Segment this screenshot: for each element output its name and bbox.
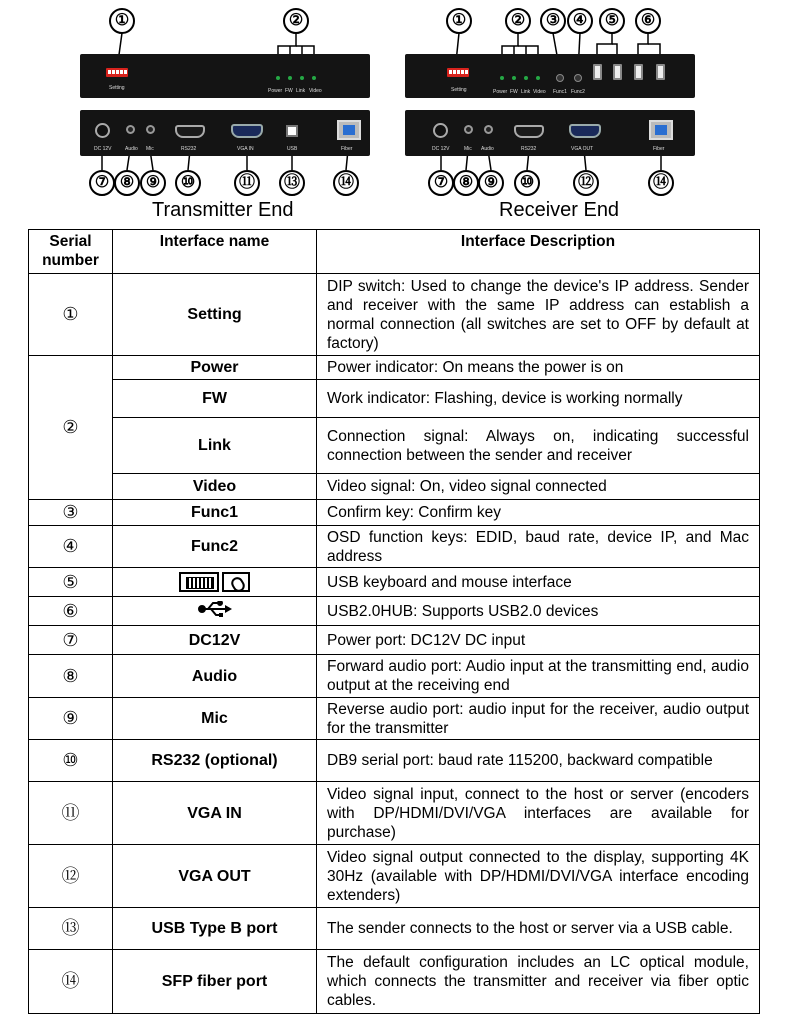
tx-usb-label: USB: [287, 146, 298, 152]
row-name: Link: [113, 418, 317, 474]
row-name: VGA OUT: [113, 845, 317, 908]
keyboard-mouse-icon: [179, 572, 250, 592]
row-num: ⑤: [29, 568, 113, 597]
tx-callout-7: ⑦: [89, 170, 115, 196]
rx-callout-14: ⑭: [648, 170, 674, 196]
row-desc: OSD function keys: EDID, baud rate, device IP, and Mac address: [317, 526, 760, 568]
row-name: VGA IN: [113, 782, 317, 845]
rx-callout-1: ①: [446, 8, 472, 34]
sfp-port: [337, 120, 361, 140]
usb-kb-port: [593, 64, 602, 80]
rx-link-label: Link: [521, 89, 531, 95]
tx-video-led: [312, 76, 316, 80]
row-desc: The default configuration includes an LC optical module, which connects the transmitter and receiver via fiber optic cables.: [317, 950, 760, 1014]
tx-fw-led: [288, 76, 292, 80]
row-num: ⑭: [29, 950, 113, 1014]
receiver-front-panel: [405, 54, 695, 98]
tx-callout-2: ②: [283, 8, 309, 34]
row-desc: Power indicator: On means the power is on: [317, 356, 760, 380]
row-num: ⑬: [29, 908, 113, 950]
header-serial: Serial number: [29, 230, 113, 274]
table-row: [29, 568, 760, 597]
tx-callout-9: ⑨: [140, 170, 166, 196]
row-num: ⑨: [29, 698, 113, 740]
row-name: Power: [113, 356, 317, 380]
rx-setting-label: Setting: [451, 87, 467, 93]
rx-callout-10: ⑩: [514, 170, 540, 196]
sfp-port: [649, 120, 673, 140]
usb-b-port: [286, 125, 298, 137]
rx-callout-6: ⑥: [635, 8, 661, 34]
table-row: [29, 500, 760, 526]
row-desc: Reverse audio port: audio input for the receiver, audio output for the transmitter: [317, 698, 760, 740]
tx-link-label: Link: [296, 88, 306, 94]
func1-button: [556, 74, 564, 82]
tx-callout-14: ⑭: [333, 170, 359, 196]
dc-jack: [95, 123, 110, 138]
row-desc: Connection signal: Always on, indicating successful connection between the sender and receiver: [317, 418, 760, 474]
rx-callout-5: ⑤: [599, 8, 625, 34]
rx-func2-label: Func2: [571, 89, 585, 95]
mic-jack: [464, 125, 473, 134]
row-num: ②: [29, 356, 113, 500]
row-desc: USB keyboard and mouse interface: [317, 568, 760, 597]
rx-func1-label: Func1: [553, 89, 567, 95]
rx-mic-label: Mic: [464, 146, 472, 152]
rs232-port: [514, 125, 544, 138]
audio-jack: [126, 125, 135, 134]
row-num: ④: [29, 526, 113, 568]
header-name: Interface name: [113, 230, 317, 274]
header-desc: Interface Description: [317, 230, 760, 274]
row-name: Func1: [113, 500, 317, 526]
table-row: [29, 418, 760, 474]
mouse-icon: [222, 572, 250, 592]
row-name: USB Type B port: [113, 908, 317, 950]
row-name: SFP fiber port: [113, 950, 317, 1014]
receiver-title: Receiver End: [499, 199, 620, 221]
usb-mouse-port: [613, 64, 622, 80]
usb-hub-port-1: [634, 64, 643, 80]
rx-callout-9: ⑨: [478, 170, 504, 196]
rx-fw-label: FW: [510, 89, 518, 95]
receiver-rear-panel: [405, 110, 695, 156]
rx-callout-2: ②: [505, 8, 531, 34]
row-desc: Forward audio port: Audio input at the transmitting end, audio output at the receiving end: [317, 655, 760, 698]
rx-video-label: Video: [533, 89, 546, 95]
rx-callout-4: ④: [567, 8, 593, 34]
row-desc: Power port: DC12V DC input: [317, 626, 760, 655]
interface-table: [28, 229, 760, 1014]
row-desc: Video signal: On, video signal connected: [317, 474, 760, 500]
tx-vga-label: VGA IN: [237, 146, 254, 152]
table-row: [29, 474, 760, 500]
rx-dc-label: DC 12V: [432, 146, 450, 152]
rx-video-led: [536, 76, 540, 80]
keyboard-icon: [179, 572, 219, 592]
dip-switch: [106, 68, 128, 77]
row-name: FW: [113, 380, 317, 418]
rx-link-led: [524, 76, 528, 80]
tx-mic-label: Mic: [146, 146, 154, 152]
table-row: [29, 380, 760, 418]
row-num: ⑥: [29, 597, 113, 626]
device-diagram: [0, 0, 787, 228]
row-name: RS232 (optional): [113, 740, 317, 782]
transmitter-title: Transmitter End: [152, 199, 294, 221]
tx-setting-label: Setting: [109, 85, 125, 91]
rx-fiber-label: Fiber: [653, 146, 665, 152]
rx-callout-8: ⑧: [453, 170, 479, 196]
table-row: [29, 626, 760, 655]
row-name-icons: [113, 597, 317, 626]
usb-symbol-icon: [198, 601, 232, 617]
usb-hub-port-2: [656, 64, 665, 80]
table-header-row: [29, 230, 760, 274]
table-row: [29, 740, 760, 782]
rx-callout-3: ③: [540, 8, 566, 34]
tx-rs232-label: RS232: [181, 146, 197, 152]
tx-link-led: [300, 76, 304, 80]
table-row: [29, 655, 760, 698]
row-desc: DIP switch: Used to change the device's IP address. Sender and receiver with the same IP address can establish a normal connection (all switches are set to OFF by default at factory): [317, 274, 760, 356]
rx-rs232-label: RS232: [521, 146, 537, 152]
rx-power-led: [500, 76, 504, 80]
table-row: [29, 782, 760, 845]
rs232-port: [175, 125, 205, 138]
table-row: [29, 526, 760, 568]
tx-callout-8: ⑧: [114, 170, 140, 196]
row-name: Video: [113, 474, 317, 500]
func2-button: [574, 74, 582, 82]
row-num: ⑧: [29, 655, 113, 698]
row-desc: Video signal output connected to the display, supporting 4K 30Hz (available with DP/HDMI/DVI/VGA interface encoding extenders): [317, 845, 760, 908]
row-name: DC12V: [113, 626, 317, 655]
dc-jack: [433, 123, 448, 138]
tx-callout-10: ⑩: [175, 170, 201, 196]
row-desc: USB2.0HUB: Supports USB2.0 devices: [317, 597, 760, 626]
tx-power-label: Power: [268, 88, 283, 94]
row-num: ⑦: [29, 626, 113, 655]
tx-fiber-label: Fiber: [341, 146, 353, 152]
audio-jack: [484, 125, 493, 134]
vga-in-port: [231, 124, 263, 138]
row-desc: Work indicator: Flashing, device is working normally: [317, 380, 760, 418]
rx-fw-led: [512, 76, 516, 80]
table-row: [29, 597, 760, 626]
row-num: ⑩: [29, 740, 113, 782]
rx-callout-12: ⑫: [573, 170, 599, 196]
row-num: ①: [29, 274, 113, 356]
tx-dc-label: DC 12V: [94, 146, 112, 152]
row-name-icons: [113, 568, 317, 597]
row-name: Func2: [113, 526, 317, 568]
tx-audio-label: Audio: [125, 146, 138, 152]
table-row: [29, 845, 760, 908]
transmitter-front-panel: [80, 54, 370, 98]
tx-callout-13: ⑬: [279, 170, 305, 196]
vga-out-port: [569, 124, 601, 138]
row-desc: DB9 serial port: baud rate 115200, backward compatible: [317, 740, 760, 782]
row-desc: The sender connects to the host or server via a USB cable.: [317, 908, 760, 950]
row-num: ⑪: [29, 782, 113, 845]
transmitter-rear-panel: [80, 110, 370, 156]
row-name: Audio: [113, 655, 317, 698]
tx-callout-11: ⑪: [234, 170, 260, 196]
table-row: [29, 356, 760, 380]
rx-vga-label: VGA OUT: [571, 146, 594, 152]
row-num: ⑫: [29, 845, 113, 908]
tx-power-led: [276, 76, 280, 80]
table-row: [29, 274, 760, 356]
row-name: Setting: [113, 274, 317, 356]
row-desc: Video signal input, connect to the host or server (encoders with DP/HDMI/DVI/VGA interfaces are available for purchase): [317, 782, 760, 845]
table-row: [29, 908, 760, 950]
row-desc: Confirm key: Confirm key: [317, 500, 760, 526]
rx-audio-label: Audio: [481, 146, 494, 152]
table-row: [29, 950, 760, 1014]
rx-callout-7: ⑦: [428, 170, 454, 196]
tx-video-label: Video: [309, 88, 322, 94]
mic-jack: [146, 125, 155, 134]
row-name: Mic: [113, 698, 317, 740]
dip-switch: [447, 68, 469, 77]
tx-fw-label: FW: [285, 88, 293, 94]
rx-power-label: Power: [493, 89, 508, 95]
table-row: [29, 698, 760, 740]
row-num: ③: [29, 500, 113, 526]
tx-callout-1: ①: [109, 8, 135, 34]
